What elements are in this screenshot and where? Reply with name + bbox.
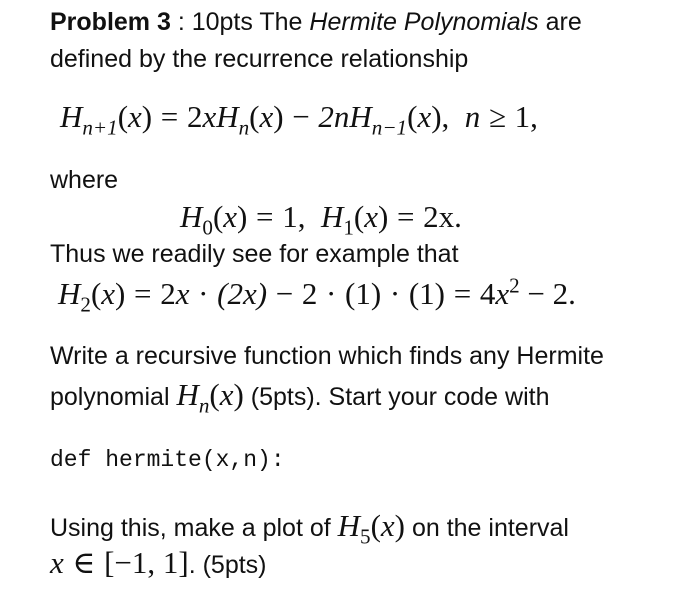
example-sub2: 2 <box>80 292 91 317</box>
recurrence-x1: x <box>128 99 142 134</box>
recurrence-sub-n1: n+1 <box>82 115 118 140</box>
recurrence-minus: − <box>292 99 310 134</box>
task-line2-post: (5pts). Start your code with <box>243 383 550 411</box>
example-square: 2 <box>509 273 520 298</box>
example-equals2: = <box>453 276 472 311</box>
thus-text: Thus we readily see for example that <box>50 240 459 268</box>
recurrence-H-n: H <box>216 99 239 134</box>
example-cdot1: · <box>198 276 209 311</box>
recurrence-two-n: 2n <box>318 99 350 134</box>
recurrence-two: 2 <box>186 99 203 134</box>
plot-x: x <box>380 508 395 543</box>
plot-line2-post: . (5pts) <box>188 551 267 579</box>
example-x3: x <box>495 276 510 311</box>
example-four: 4 <box>479 276 496 311</box>
example-equals1: = <box>134 276 152 311</box>
example-equation: $H_2(x) = 2x \cdot (2x) - 2 \cdot (1) \cdot (1) = 4x^2 - 2$. <box>58 273 576 317</box>
base-equals2: = <box>396 199 415 234</box>
recurrence-x2: x <box>202 99 217 134</box>
recurrence-geq: ≥ <box>488 99 506 134</box>
recurrence-n: n <box>464 99 481 134</box>
base-two-x: 2x. <box>423 199 462 234</box>
task-line2-pre: polynomial <box>50 383 177 411</box>
base-x1: x <box>223 199 238 234</box>
problem-intro-the: The <box>252 8 310 36</box>
example-minus: − <box>275 276 294 311</box>
problem-label: Problem 3 <box>50 8 171 36</box>
example-x2: x <box>175 276 190 311</box>
base-H1: H <box>320 199 344 234</box>
plot-line2 <box>50 545 267 581</box>
plot-sub5: 5 <box>360 524 371 549</box>
example-one-paren-b: (1) <box>408 276 446 311</box>
plot-line1-pre: Using this, make a plot of <box>50 514 338 542</box>
problem-intro-are: are <box>538 8 582 36</box>
plot-interval-expr <box>50 545 189 580</box>
recurrence-sub-n: n <box>238 115 250 140</box>
plot-line1 <box>50 508 569 549</box>
task-Hn-expr: $H_n(x)$ <box>176 377 244 418</box>
plot-interval: [−1, 1] <box>104 545 189 580</box>
task-line2 <box>50 377 550 418</box>
task-sub-n: n <box>198 393 210 418</box>
example-cdot2: · <box>326 276 337 311</box>
base-cases-equation: $H_0(x) = 1$, $H_1(x) = 2x$. <box>180 199 462 240</box>
task-line1: Write a recursive function which finds any Hermite <box>50 342 604 370</box>
base-equals1: = <box>256 199 274 234</box>
base-x2: x <box>364 199 378 234</box>
plot-line1-post: on the interval <box>405 514 569 542</box>
plot-x2: x <box>50 545 64 580</box>
example-two-a: 2 <box>160 276 176 311</box>
code-snippet: def hermite(x,n): <box>50 447 285 473</box>
recurrence-x4: x <box>417 99 432 134</box>
example-end: − 2. <box>527 276 576 311</box>
problem-header <box>50 7 582 37</box>
example-one-paren-a: (1) <box>345 276 382 311</box>
problem-colon: : <box>170 8 192 36</box>
problem-points: 10pts <box>191 8 253 36</box>
recurrence-H-nm1: H <box>349 99 372 134</box>
plot-in: ∈ <box>72 545 96 580</box>
recurrence-sub-nm1: n−1 <box>371 115 408 140</box>
base-sub0: 0 <box>202 215 213 240</box>
example-two-x-paren: (2x) <box>217 276 268 311</box>
plot-H: H <box>337 508 361 543</box>
recurrence-equation: $H_{n+1}(x) = 2xH_n(x) - 2nH_{n-1}(x)$, n ≥ 1, <box>60 99 538 140</box>
example-H2: H <box>58 276 81 311</box>
recurrence-equals: = <box>160 99 179 134</box>
recurrence-x3: x <box>259 99 274 134</box>
where-text: where <box>50 166 119 194</box>
problem-intro-line2: defined by the recurrence relationship <box>50 45 469 73</box>
base-sub1: 1 <box>343 215 354 240</box>
example-two-b: 2 <box>301 276 318 311</box>
task-H: H <box>176 377 199 412</box>
example-x1: x <box>101 276 116 311</box>
recurrence-one: 1, <box>514 99 538 134</box>
hermite-polynomials-term: Hermite Polynomials <box>309 8 539 36</box>
example-cdot3: · <box>389 276 401 311</box>
base-one: 1, <box>282 199 306 234</box>
plot-H5-expr: $H_5(x)$ <box>337 508 405 549</box>
task-x: x <box>219 377 234 412</box>
recurrence-H-lhs: H <box>60 99 83 134</box>
base-H0: H <box>180 199 203 234</box>
